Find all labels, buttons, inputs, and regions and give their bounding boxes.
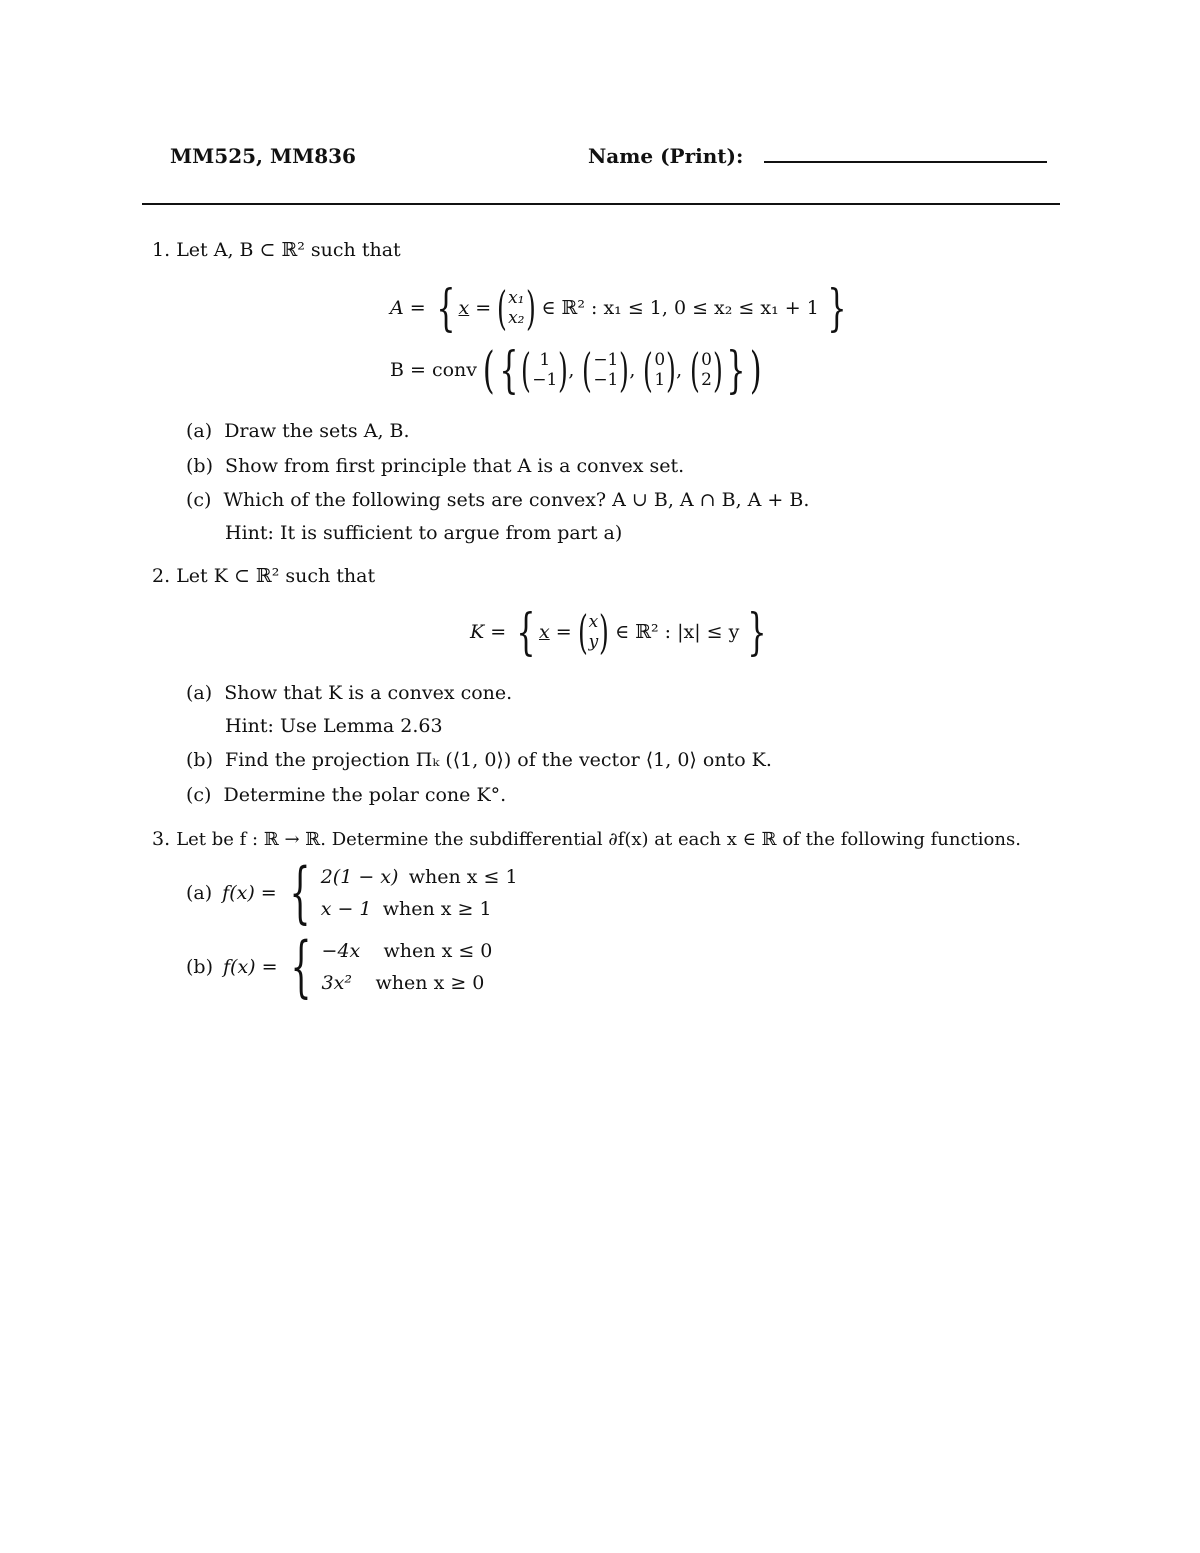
set-k-eq: = — [555, 621, 572, 643]
set-a-eq: = — [475, 297, 492, 319]
problem-2a-text: Show that K is a convex cone. — [224, 682, 513, 704]
name-label: Name (Print): — [588, 144, 744, 168]
problem-3a-cases — [321, 861, 518, 925]
set-b-lhs: B = conv — [390, 359, 478, 381]
problem-3-intro: Let be f : ℝ → ℝ. Determine the subdifferential ∂f(x) at each x ∈ ℝ of the following functions. — [176, 829, 1021, 850]
header-divider — [142, 203, 1060, 205]
problem-1b — [186, 455, 684, 477]
problem-3a-case1-expr: 2(1 − x) — [320, 866, 399, 888]
problem-1a — [186, 420, 410, 442]
name-blank-line[interactable] — [764, 161, 1047, 163]
problem-3b-case1-expr: −4x — [321, 940, 361, 962]
set-b-vector-1: 1 −1 — [532, 350, 558, 390]
problem-2a-label: (a) — [186, 682, 213, 704]
set-a-condition: ∈ ℝ² : x₁ ≤ 1, 0 ≤ x₂ ≤ x₁ + 1 — [541, 297, 819, 319]
set-a-definition: A = { x = ( x₁ x₂ ) ∈ ℝ² : x₁ ≤ 1, 0 ≤ x₂ ≤ x₁ + 1 } — [390, 279, 847, 337]
problem-1-hint: Hint: It is sufficient to argue from part a) — [225, 522, 623, 544]
problem-3a-case2-expr: x − 1 — [320, 898, 372, 920]
problem-3b-case2-expr: 3x² — [321, 972, 352, 994]
problem-2b-label: (b) — [186, 749, 213, 771]
problem-3a-lhs: f(x) = — [222, 882, 277, 904]
problem-3b-lhs: f(x) = — [223, 956, 278, 978]
problem-3a-case1-cond: when x ≤ 1 — [408, 866, 518, 888]
problem-1a-label: (a) — [186, 420, 213, 442]
problem-1-intro: Let A, B ⊂ ℝ² such that — [176, 239, 401, 261]
problem-3a: (a) f(x) = { 2(1 − x) when x ≤ 1 x − 1 when x ≥ 1 — [186, 854, 518, 931]
set-k-vector — [588, 612, 600, 652]
problem-1-number: 1. — [152, 239, 171, 261]
set-a-var: x — [458, 297, 470, 319]
set-a-v1: x₁ — [508, 288, 525, 308]
problem-3a-label: (a) — [186, 882, 213, 904]
set-k-var: x — [538, 621, 550, 643]
problem-2c-text: Determine the polar cone K°. — [223, 784, 507, 806]
problem-2c — [186, 784, 506, 806]
set-b-definition: B = conv ( { ( 1 −1 ) , ( −1 −1 ) , ( 0 1 ) , ( 0 2 ) } ) — [390, 341, 762, 399]
problem-3b-label: (b) — [186, 956, 213, 978]
problem-2c-label: (c) — [186, 784, 212, 806]
set-a-lhs: A = — [390, 297, 426, 319]
problem-3b-case2-cond: when x ≥ 0 — [375, 972, 485, 994]
set-k-v1: x — [588, 612, 599, 632]
problem-3b-case1-cond: when x ≤ 0 — [383, 940, 493, 962]
problem-2 — [152, 565, 375, 587]
problem-3 — [152, 828, 1021, 850]
problem-1 — [152, 239, 401, 261]
problem-2-hint: Hint: Use Lemma 2.63 — [225, 715, 443, 737]
problem-2-number: 2. — [152, 565, 171, 587]
problem-3b: (b) f(x) = { −4x when x ≤ 0 3x² when x ≥ 0 — [186, 928, 493, 1005]
problem-1c-text: Which of the following sets are convex? A ∪ B, A ∩ B, A + B. — [223, 489, 810, 511]
problem-2b — [186, 749, 772, 771]
problem-2-intro: Let K ⊂ ℝ² such that — [176, 565, 376, 587]
set-b-vector-4: 0 2 — [701, 350, 712, 390]
problem-1b-text: Show from first principle that A is a convex set. — [225, 455, 685, 477]
problem-2a — [186, 682, 512, 704]
problem-3a-case2-cond: when x ≥ 1 — [382, 898, 492, 920]
problem-3b-cases — [322, 935, 493, 999]
problem-1b-label: (b) — [186, 455, 213, 477]
problem-1c-label: (c) — [186, 489, 212, 511]
problem-1c — [186, 489, 809, 511]
problem-1a-text: Draw the sets A, B. — [224, 420, 410, 442]
set-k-definition: K = { x = ( x y ) ∈ ℝ² : |x| ≤ y } — [470, 603, 767, 661]
set-k-condition: ∈ ℝ² : |x| ≤ y — [615, 621, 740, 643]
set-k-lhs: K = — [470, 621, 507, 643]
problem-3-number: 3. — [152, 828, 171, 850]
problem-2b-text: Find the projection Πₖ (⟨1, 0⟩) of the vector ⟨1, 0⟩ onto K. — [225, 749, 772, 771]
set-k-v2: y — [588, 632, 599, 652]
set-b-vector-3: 0 1 — [654, 350, 666, 390]
set-a-v2: x₂ — [508, 308, 525, 328]
set-a-vector — [507, 288, 525, 328]
set-b-vector-2: −1 −1 — [593, 350, 619, 390]
course-code: MM525, MM836 — [170, 144, 356, 168]
